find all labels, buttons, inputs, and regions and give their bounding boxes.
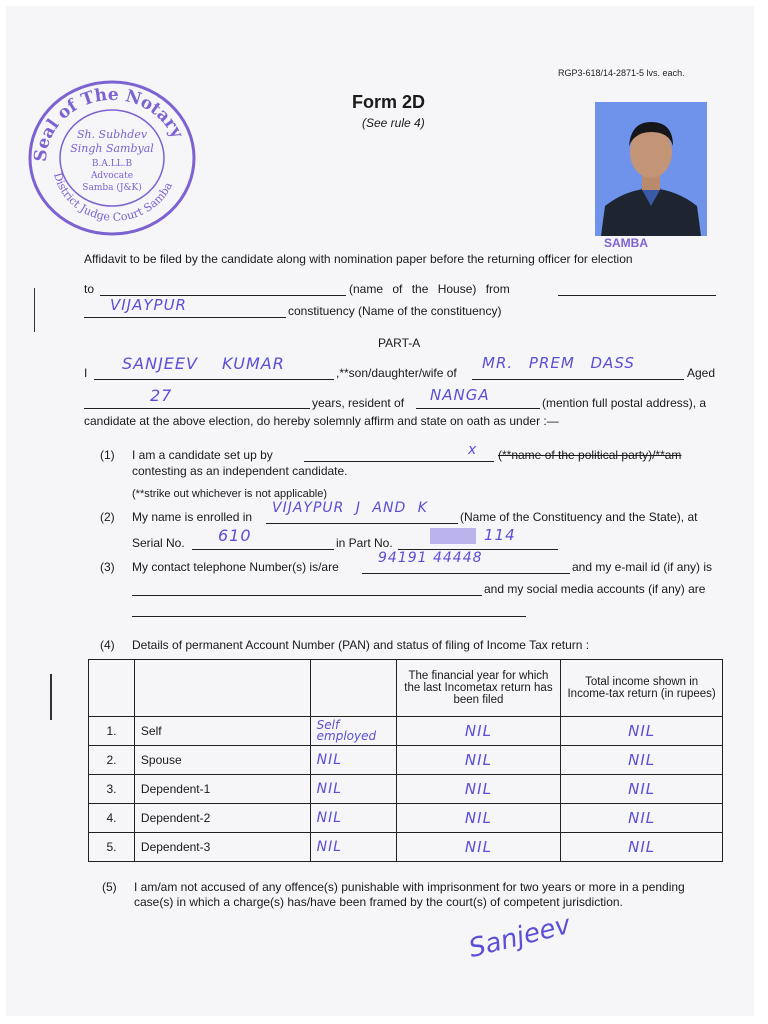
resident-label: years, resident of [312,396,405,410]
pan-table [88,659,723,862]
row-number: 1. [89,717,135,746]
notary-seal [24,70,200,236]
row-financial-year: NIL [396,775,561,804]
row-number: 4. [89,804,135,833]
row-total-income: NIL [561,746,723,775]
i-label: I [84,366,88,380]
row-total-income: NIL [561,775,723,804]
row-total-income: NIL [561,804,723,833]
pan-header-relation [134,660,310,717]
item3-text-a: My contact telephone Number(s) is/are [132,560,339,574]
son-of-label: ,**son/daughter/wife of [336,366,457,380]
seal-outer-text: Seal of The Notary [30,84,187,163]
row-pan: NIL [310,746,396,775]
enrolled-value: VIJAYPUR J AND K [272,500,428,516]
margin-mark [50,674,52,720]
part-no-value: 114 [484,526,516,544]
row-financial-year: NIL [396,746,561,775]
resident-line [416,408,540,409]
age-line [84,408,310,409]
item4-text: Details of permanent Account Number (PAN) and status of filing of Income Tax return : [132,638,590,652]
part-no-overwrite-scribble [430,528,476,544]
row-number: 5. [89,833,135,862]
constituency-value: VIJAYPUR [110,296,187,314]
pan-table-header-row [89,660,723,717]
item2-text-a: My name is enrolled in [132,510,253,524]
table-row [89,775,723,804]
table-row [89,804,723,833]
seal-bottom-text: District Judge Court Samba [50,171,175,224]
candidate-name: SANJEEV KUMAR [122,354,285,373]
table-row [89,746,723,775]
row-number: 2. [89,746,135,775]
item3-text-b: and my e-mail id (if any) is [572,560,713,574]
photo-stamp: SAMBA [604,236,648,250]
constituency-label: constituency (Name of the constituency) [288,304,502,318]
pan-header-number [89,660,135,717]
strike-note: (**strike out whichever is not applicable) [132,488,328,500]
item1-text-a: I am a candidate set up by [132,448,273,462]
name-line [94,379,334,380]
party-line [304,461,494,462]
pan-header-pan [310,660,396,717]
house-label: (name of the House) from [349,282,510,296]
row-relation: Dependent-2 [134,804,310,833]
seal-name-line2: Singh Sambyal [70,142,154,155]
phone-value: 94191 44448 [378,550,483,566]
address-label: (mention full postal address), a [542,396,707,410]
item2-text-b: (Name of the Constituency and the State), at [460,510,698,524]
item1-number: (1) [100,448,115,462]
item5-number: (5) [102,880,117,894]
aged-label: Aged [687,366,716,380]
item4-number: (4) [100,638,115,652]
serial-line [192,549,334,550]
seal-place: Samba (J&K) [82,183,142,193]
email-line [132,595,482,596]
item5-text-b: case(s) in which a charge(s) has/have been framed by the court(s) of competent jurisdiction. [134,895,623,909]
candidate-signature: Sanjeev [465,909,574,965]
margin-mark [34,288,35,332]
age-value: 27 [150,386,173,405]
row-financial-year: NIL [396,804,561,833]
from-line [558,295,716,296]
row-financial-year: NIL [396,717,561,746]
part-heading: PART-A [378,336,421,350]
row-total-income: NIL [561,717,723,746]
seal-degree: B.A.LL.B [91,159,133,169]
serial-value: 610 [218,526,252,545]
candidate-photo [595,102,707,236]
row-financial-year: NIL [396,833,561,862]
row-pan: NIL [310,833,396,862]
row-pan: Self employed [310,717,396,746]
item1-text-b: (**name of the political party)/**am [498,448,682,462]
phone-line [362,573,570,574]
solemn-affirmation: candidate at the above election, do hereby solemnly affirm and state on oath as under :— [84,414,559,428]
form-reference-code: RGP3-618/14-2871-5 lvs. each. [558,68,685,78]
row-total-income: NIL [561,833,723,862]
item3-text-c: and my social media accounts (if any) are [484,582,706,596]
row-relation: Spouse [134,746,310,775]
enrolled-line [266,523,458,524]
father-name-line [472,379,684,380]
row-relation: Dependent-1 [134,775,310,804]
pan-header-financial-year: The financial year for which the last Incometax return has been filed [396,660,561,717]
item1-text-c: contesting as an independent candidate. [132,464,348,478]
candidate-photo-portrait-icon [595,102,707,236]
affidavit-page [6,6,754,1016]
party-mark: x [468,442,478,458]
to-label: to [84,282,95,296]
row-number: 3. [89,775,135,804]
table-row [89,717,723,746]
constituency-line [84,317,286,318]
form-title: Form 2D [352,92,426,112]
item2-number: (2) [100,510,115,524]
intro-text: Affidavit to be filed by the candidate along with nomination paper before the returning officer for election [84,252,633,266]
row-pan: NIL [310,775,396,804]
form-subtitle: (See rule 4) [362,116,425,130]
row-pan: NIL [310,804,396,833]
seal-role: Advocate [90,171,134,181]
item3-number: (3) [100,560,115,574]
part-no-label: in Part No. [336,536,393,550]
social-media-line [132,616,526,617]
item5-text-a: I am/am not accused of any offence(s) punishable with imprisonment for two years or more in a pending [134,880,685,894]
row-relation: Dependent-3 [134,833,310,862]
serial-label: Serial No. [132,536,185,550]
row-relation: Self [134,717,310,746]
resident-value: NANGA [430,386,490,404]
table-row [89,833,723,862]
father-name: MR. PREM DASS [482,354,635,372]
pan-header-total-income: Total income shown in Income-tax return (in rupees) [561,660,723,717]
seal-name-line1: Sh. Subhdev [76,128,148,141]
